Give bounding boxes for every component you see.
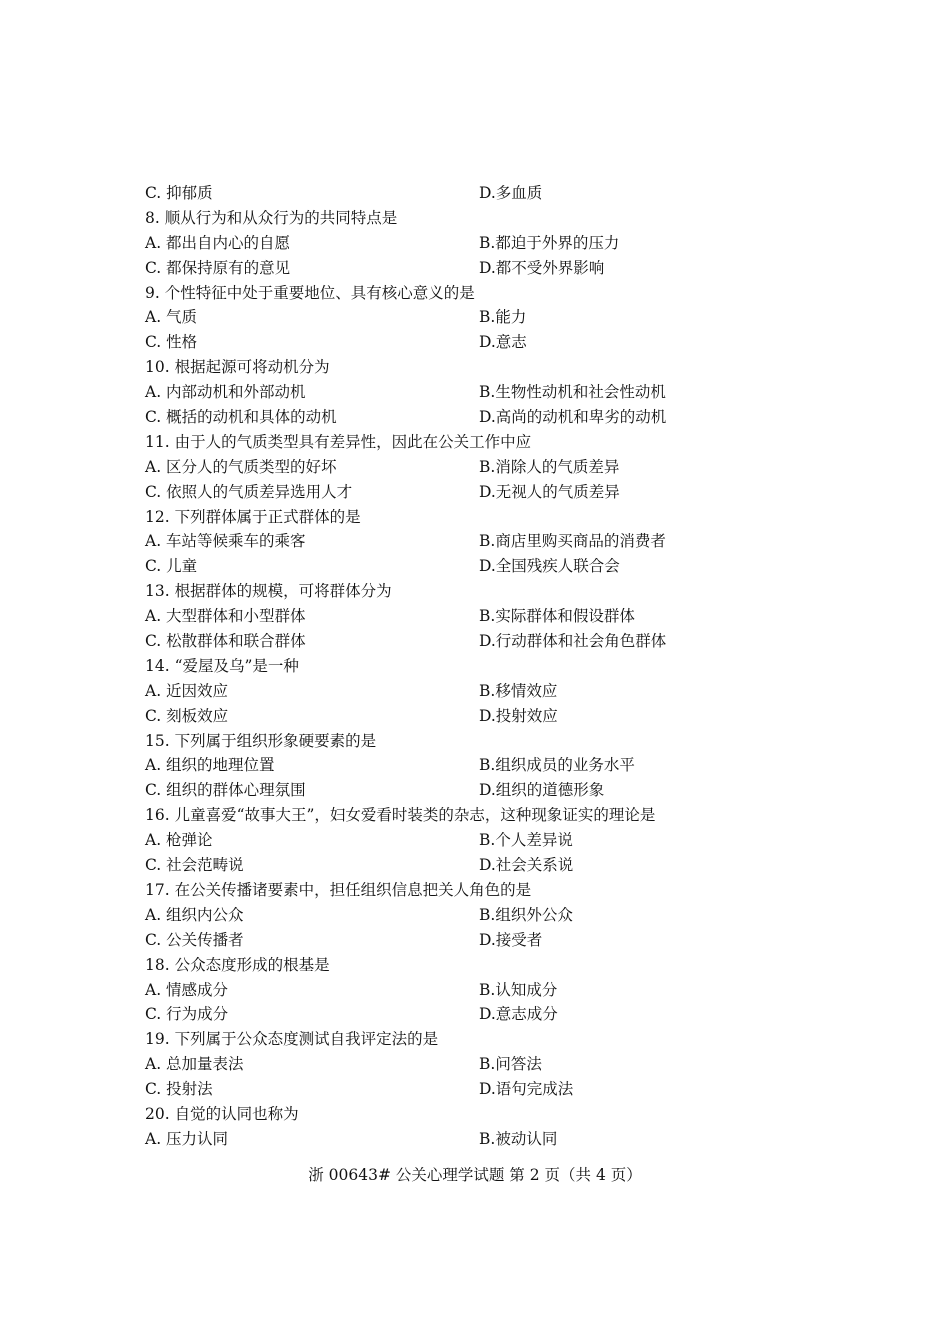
option-left: A. 区分人的气质类型的好坏 [145,457,337,476]
option-row [145,330,835,355]
question-stem [145,505,835,530]
question-stem [145,729,835,754]
question-stem [145,953,835,978]
option-row [145,256,835,281]
option-left: A. 内部动机和外部动机 [145,383,306,402]
option-left: A. 组织内公众 [145,905,244,924]
option-left: A. 大型群体和小型群体 [145,607,306,626]
question-stem [145,430,835,455]
question-stem [145,878,835,903]
question-text: 18. 公众态度形成的根基是 [145,955,330,974]
option-row [145,903,835,928]
option-left: C. 社会范畴说 [145,856,244,875]
option-left: C. 行为成分 [145,1005,229,1024]
option-left: A. 组织的地理位置 [145,756,275,775]
option-row [145,455,835,480]
question-text: 15. 下列属于组织形象硬要素的是 [145,731,377,750]
option-right: B.都迫于外界的压力 [479,233,620,252]
option-right: B.组织成员的业务水平 [479,756,635,775]
option-right: B.个人差异说 [479,831,573,850]
option-row [145,480,835,505]
option-right: B.实际群体和假设群体 [479,607,635,626]
option-left: C. 都保持原有的意见 [145,258,291,277]
question-text: 8. 顺从行为和从众行为的共同特点是 [145,208,398,227]
option-left: C. 刻板效应 [145,706,229,725]
option-right: D.行动群体和社会角色群体 [479,632,667,651]
option-left: A. 压力认同 [145,1129,229,1148]
option-right: D.意志 [479,333,527,352]
option-left: C. 儿童 [145,557,198,576]
question-text: 20. 自觉的认同也称为 [145,1104,299,1123]
question-stem [145,1102,835,1127]
option-right: B.组织外公众 [479,905,573,924]
option-left: A. 气质 [145,308,198,327]
question-stem [145,206,835,231]
question-text: 12. 下列群体属于正式群体的是 [145,507,361,526]
option-right: D.全国残疾人联合会 [479,557,620,576]
option-left: A. 情感成分 [145,980,229,999]
option-right: B.被动认同 [479,1129,558,1148]
option-right: D.无视人的气质差异 [479,482,620,501]
option-right: B.能力 [479,308,527,327]
option-left: A. 总加量表法 [145,1055,244,1074]
option-row [145,704,835,729]
option-left: C. 性格 [145,333,198,352]
option-left: A. 枪弹论 [145,831,213,850]
option-right: D.接受者 [479,930,543,949]
option-right: B.问答法 [479,1055,542,1074]
option-right: D.多血质 [479,184,543,202]
option-right: D.都不受外界影响 [479,258,605,277]
option-right: D.组织的道德形象 [479,781,605,800]
option-left: C. 松散群体和联合群体 [145,632,306,651]
option-right: D.高尚的动机和卑劣的动机 [479,408,667,427]
option-left: A. 车站等候乘车的乘客 [145,532,306,551]
option-right: B.认知成分 [479,980,558,999]
option-row [145,529,835,554]
option-row [145,828,835,853]
option-row [145,778,835,803]
option-row [145,1127,835,1152]
option-row [145,629,835,654]
option-right: B.移情效应 [479,681,558,700]
option-right: D.社会关系说 [479,856,574,875]
option-row [145,1052,835,1077]
exam-content [145,181,835,1152]
option-row [145,1077,835,1102]
question-text: 11. 由于人的气质类型具有差异性，因此在公关工作中应 [145,432,532,451]
option-row [145,1002,835,1027]
question-stem [145,654,835,679]
option-left: A. 近因效应 [145,681,229,700]
question-stem [145,355,835,380]
question-text: 19. 下列属于公众态度测试自我评定法的是 [145,1030,439,1049]
option-right: B.生物性动机和社会性动机 [479,383,666,402]
option-row [145,405,835,430]
option-left: C. 抑郁质 [145,184,213,202]
option-row [145,305,835,330]
question-text: 16. 儿童喜爱“故事大王”，妇女爱看时装类的杂志，这种现象证实的理论是 [145,806,656,825]
option-left: C. 概括的动机和具体的动机 [145,408,337,427]
option-row [145,181,835,206]
option-left: C. 组织的群体心理氛围 [145,781,306,800]
option-right: B.商店里购买商品的消费者 [479,532,666,551]
option-right: B.消除人的气质差异 [479,457,620,476]
option-row [145,380,835,405]
option-right: D.语句完成法 [479,1080,574,1099]
question-stem [145,1027,835,1052]
option-row [145,853,835,878]
question-stem [145,579,835,604]
option-row [145,679,835,704]
option-row [145,978,835,1003]
option-row [145,604,835,629]
option-right: D.投射效应 [479,706,558,725]
option-left: A. 都出自内心的自愿 [145,233,291,252]
option-row [145,753,835,778]
question-stem [145,803,835,828]
option-left: C. 依照人的气质差异选用人才 [145,482,353,501]
question-stem [145,281,835,306]
page-footer: 浙 00643# 公关心理学试题 第 2 页（共 4 页） [308,1166,642,1184]
question-text: 13. 根据群体的规模，可将群体分为 [145,582,392,601]
question-text: 17. 在公关传播诸要素中，担任组织信息把关人角色的是 [145,880,532,899]
question-text: 10. 根据起源可将动机分为 [145,358,330,377]
question-text: 9. 个性特征中处于重要地位、具有核心意义的是 [145,283,475,302]
option-row [145,928,835,953]
option-left: C. 投射法 [145,1080,213,1099]
question-text: 14. “爱屋及乌”是一种 [145,656,299,675]
option-row [145,554,835,579]
option-row [145,231,835,256]
option-left: C. 公关传播者 [145,930,244,949]
option-right: D.意志成分 [479,1005,558,1024]
